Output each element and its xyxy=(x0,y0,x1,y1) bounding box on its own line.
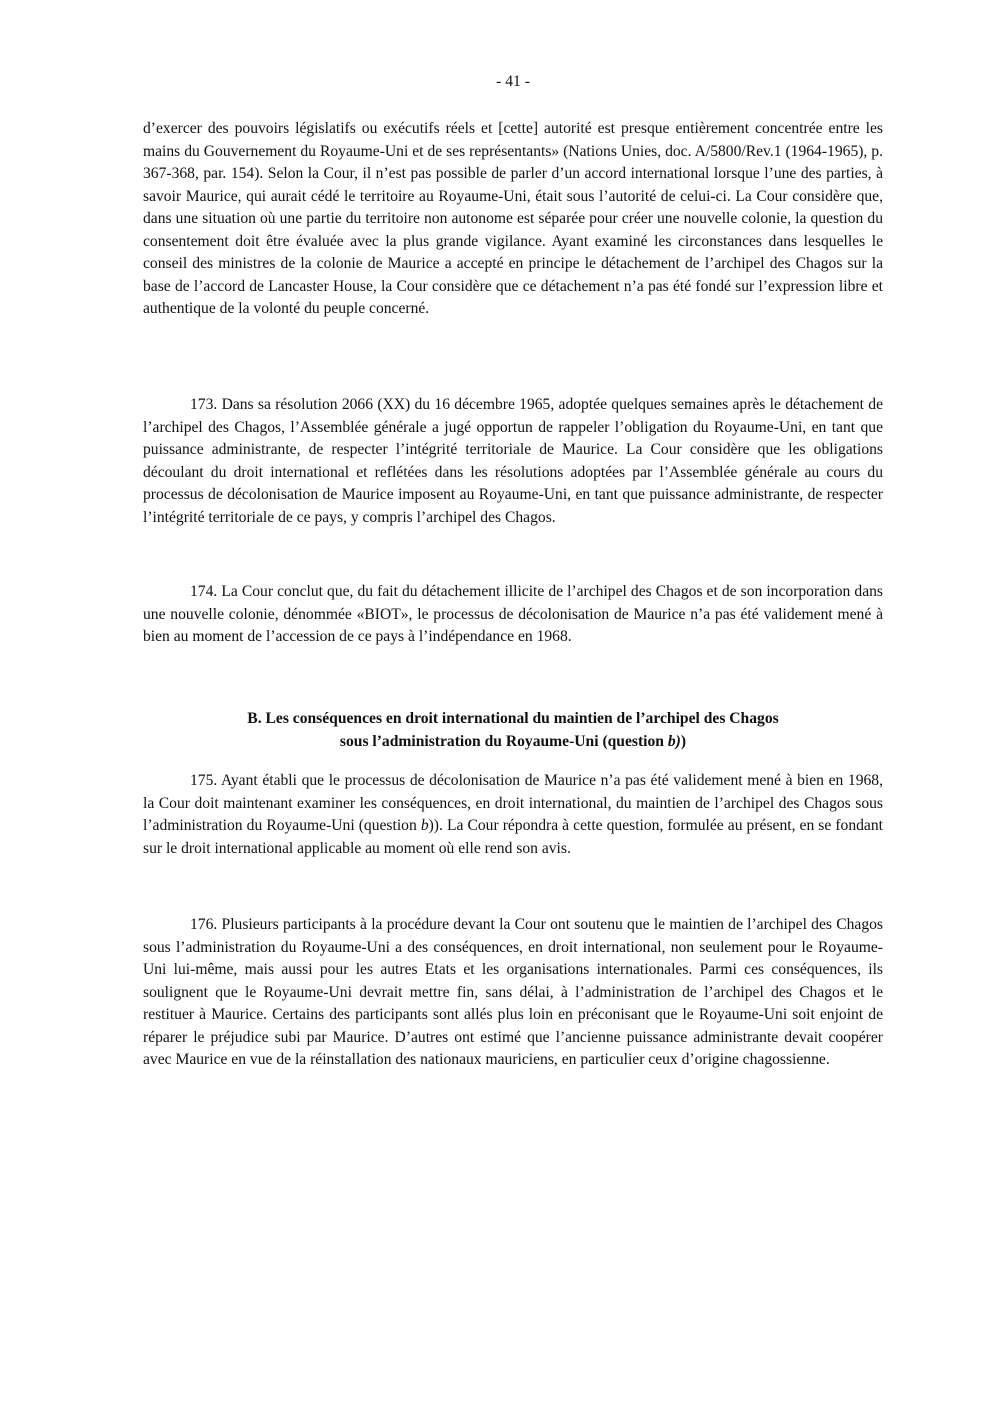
paragraph-175-question-letter: b xyxy=(420,817,429,834)
paragraph-176: 176. Plusieurs participants à la procédure devant la Cour ont soutenu que le maintien de l’archipel des Chagos sous l’administration du Royaume-Uni a des conséquences, en droit international, non seulement pour le Royaume-Uni lui-même, mais aussi pour les autres Etats et les organisations internationales. Parmi ces conséquences, ils soulignent que le Royaume-Uni devrait mettre fin, sans délai, à l’administration de l’archipel des Chagos et le restituer à Maurice. Certains des participants sont allés plus loin en préconisant que le Royaume-Uni soit enjoint de réparer le préjudice subi par Maurice. D’autres ont estimé que l’ancienne puissance administrante devait coopérer avec Maurice en vue de la réinstallation des nationaux mauriciens, en particulier ceux d’origine chagossienne. xyxy=(143,916,883,1068)
paragraph-continuation: d’exercer des pouvoirs législatifs ou exécutifs réels et [cette] autorité est presque entièrement concentrée entre les mains du Gouvernement du Royaume-Uni et de ses représentants» (Nations Unies, doc. A/5800/Rev.1 (1964-1965), p. 367-368, par. 154). Selon la Cour, il n’est pas possible de parler d’un accord international lorsque l’une des parties, à savoir Maurice, qui aurait cédé le territoire au Royaume-Uni, était sous l’autorité de celui-ci. La Cour considère que, dans une situation où une partie du territoire non autonome est séparée pour créer une nouvelle colonie, la question du consentement doit être évaluée avec la plus grande vigilance. Ayant examiné les circonstances dans lesquelles le conseil des ministres de la colonie de Maurice a accepté en principe le détachement de l’archipel des Chagos sur la base de l’accord de Lancaster House, la Cour considère que ce détachement n’a pas été fondé sur l’expression libre et authentique de la volonté du peuple concerné. xyxy=(143,120,883,317)
paragraph-175-text-b: )). La Cour répondra à cette question, formulée au présent, en se fondant sur le droit international applicable au moment où elle rend son avis. xyxy=(143,817,883,857)
paragraph-174: 174. La Cour conclut que, du fait du détachement illicite de l’archipel des Chagos et de son incorporation dans une nouvelle colonie, dénommée «BIOT», le processus de décolonisation de Maurice n’a pas été validement mené à bien au moment de l’accession de ce pays à l’indépendance en 1968. xyxy=(143,583,883,645)
section-heading xyxy=(143,708,883,753)
paragraph-175 xyxy=(143,770,883,860)
section-heading-question-letter: b) xyxy=(667,732,681,750)
section-heading-line-2 xyxy=(143,731,883,754)
section-heading-line-1: B. Les conséquences en droit international du maintien de l’archipel des Chagos xyxy=(247,710,779,727)
page-number: - 41 - xyxy=(496,73,530,90)
paragraph-175-text-a: 175. Ayant établi que le processus de décolonisation de Maurice n’a pas été validement mené à bien en 1968, la Cour doit maintenant examiner les conséquences, en droit international, du maintien de l’archipel des Chagos sous l’administration du Royaume-Uni (question xyxy=(143,772,883,834)
section-heading-line-2-text: sous l’administration du Royaume-Uni (question xyxy=(339,732,668,750)
section-heading-line-2-end: ) xyxy=(680,732,687,750)
paragraph-173: 173. Dans sa résolution 2066 (XX) du 16 décembre 1965, adoptée quelques semaines après le détachement de l’archipel des Chagos, l’Assemblée générale a jugé opportun de rappeler l’obligation du Royaume-Uni, en tant que puissance administrante, de respecter l’intégrité territoriale de Maurice. La Cour considère que les obligations découlant du droit international et reflétées dans les résolutions adoptées par l’Assemblée générale au cours du processus de décolonisation de Maurice imposent au Royaume-Uni, en tant que puissance administrante, de respecter l’intégrité territoriale de ce pays, y compris l’archipel des Chagos. xyxy=(143,396,883,526)
